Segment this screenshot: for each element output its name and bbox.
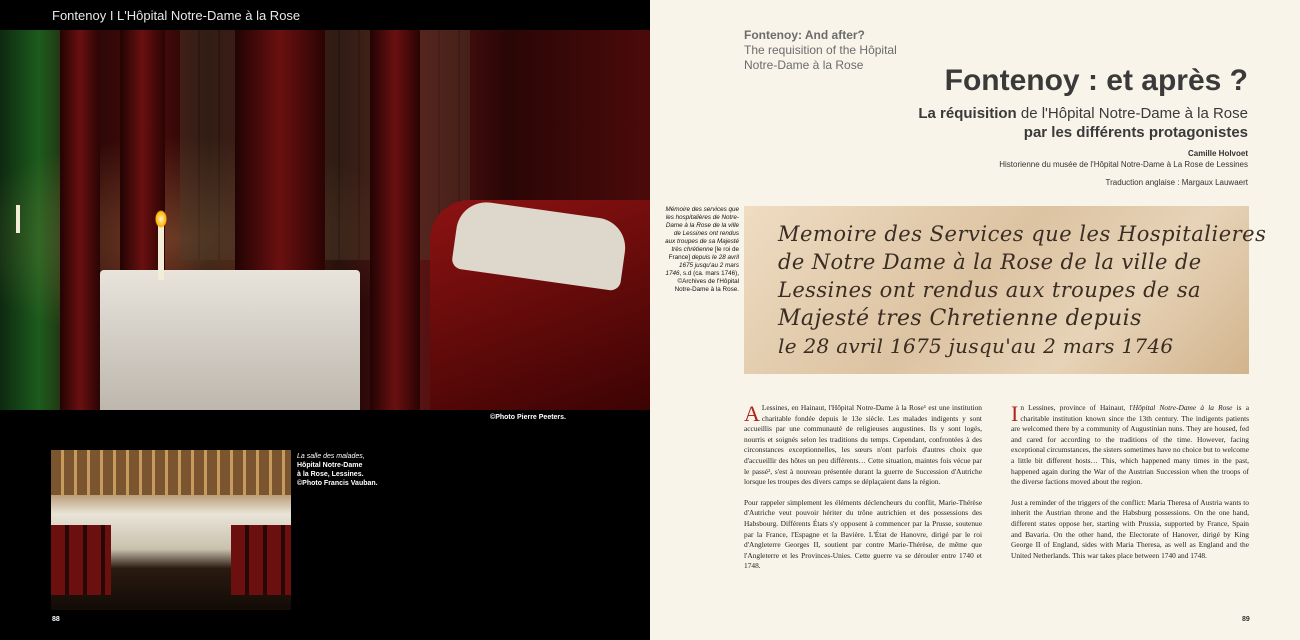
paragraph: Just a reminder of the triggers of the conflict: Maria Theresa of Austria wants to inherit the Austrian throne and the Habsburg possessions. On the one hand, different states oppose her, starting with Prussia, supported by France, Spain and Bavaria. On the other hand, the Electorate of Hanover, dirigé by King George II of England, sides with Maria Theresa, as well as England and the United Netherlands. This war takes place between 1740 and 1748. xyxy=(1011,497,1249,560)
manuscript-image xyxy=(744,206,1267,374)
paragraph-text: is a charitable institution known since the 13th century. The indigents patients are welcomed there by a community of Augustinian nuns. They are housed, fed and cared for according to the traditions of the time. However, facing exceptional circumstances, the sisters sometimes have no choice but to welcome a little bit different hosts… This, which happened many times in the past, happened again during the War of the Austrian Succession when the troops of the diverse factions moved about the region. xyxy=(1011,403,1249,487)
subtitle-bold: par les différents protagonistes xyxy=(1023,124,1248,141)
photo-hospital-bed xyxy=(0,30,650,410)
author-name: Camille Holvoet xyxy=(1187,149,1248,158)
small-photo-caption xyxy=(297,452,387,488)
photo-beds-right xyxy=(231,525,291,595)
manuscript-line: Lessines ont rendus aux troupes de sa xyxy=(778,278,1201,302)
photo-candle-small xyxy=(16,205,20,233)
caption-part: [le roi de France] xyxy=(668,246,739,261)
photo-curtain xyxy=(370,30,420,410)
photo-candle xyxy=(158,225,164,280)
manuscript-line: Majesté tres Chretienne depuis xyxy=(778,306,1142,331)
subtitle-bold: La réquisition xyxy=(918,105,1017,122)
french-text-column xyxy=(744,403,982,582)
running-head: Fontenoy I L'Hôpital Notre-Dame à la Rose xyxy=(52,8,301,23)
photo-sick-ward xyxy=(51,450,291,610)
caption-part: Mémoire des services que les hospitalières de Notre-Dame à la Rose de la ville de Lessines ont rendus aux troupes de sa Majesté très chrétienne xyxy=(665,206,739,253)
caption-line: La salle des malades, xyxy=(297,453,365,460)
photo-ceiling xyxy=(51,450,291,495)
caption-line: ©Photo Francis Vauban. xyxy=(297,480,378,487)
photo-beds-left xyxy=(51,525,111,595)
article-subtitle xyxy=(918,104,1248,142)
drop-cap: I xyxy=(1011,401,1019,426)
subtitle-text: de l'Hôpital Notre-Dame à la Rose xyxy=(1016,105,1248,122)
article-title: Fontenoy : et après ? xyxy=(944,64,1248,97)
caption-part: , s.d (ca. mars 1746), ©Archives de l'Hôpital Notre-Dame à la Rose. xyxy=(674,270,739,293)
photo-credit: ©Photo Pierre Peeters. xyxy=(490,414,566,421)
caption-part: depuis le 28 avril 1675 jusqu'au 2 mars 1746 xyxy=(665,254,739,277)
paragraph xyxy=(744,403,982,488)
author-block xyxy=(999,148,1248,170)
author-role: Historienne du musée de l'Hôpital Notre-Dame à La Rose de Lessines xyxy=(999,160,1248,169)
english-subtitle xyxy=(744,28,897,73)
drop-cap: A xyxy=(744,401,760,426)
paragraph: Pour rappeler simplement les éléments déclencheurs du conflit, Marie-Thérèse d'Autriche veut pouvoir hériter du trône autrichien et des possessions des Habsbourg. Différents États s'y opposent à commencer par la Prusse, soutenue par la France, l'Espagne et la Bavière. L'État de Hanovre, dirigé par le roi d'Angleterre Georges II, soutient par contre Marie-Thérèse, de même que l'Angleterre et les Provinces-Unies. Cette guerre va se dérouler entre 1740 et 1748. xyxy=(744,497,982,571)
english-subtitle-line: Fontenoy: And after? xyxy=(744,28,865,42)
photo-table xyxy=(100,270,360,410)
manuscript-line: le 28 avril 1675 jusqu'au 2 mars 1746 xyxy=(778,334,1174,358)
paragraph-text: Lessines, en Hainaut, l'Hôpital Notre-Dame à la Rose¹ est une institution charitable fondée depuis le 13e siècle. Les malades indigents y sont accueillis par une communauté de religieuses augustines. Ils y sont logés, nourris et soignés selon les traditions du temps. Cependant, confrontées à des circonstances exceptionnelles, les sœurs n'ont parfois d'autres choix que d'accueillir des hôtes un peu différents… Cette situation, maintes fois vécue par le passé², s'est à nouveau présentée durant la guerre de Succession d'Autriche lorsque les troupes des divers camps se déplaçaient dans la région. xyxy=(744,403,982,487)
caption-line: Hôpital Notre-Dame xyxy=(297,462,363,469)
translator-credit: Traduction anglaise : Margaux Lauwaert xyxy=(1105,178,1248,187)
photo-wall xyxy=(180,30,470,260)
english-text-column xyxy=(1011,403,1249,571)
manuscript-line: Memoire des Services que les Hospitalieres xyxy=(778,222,1267,246)
page-number: 88 xyxy=(52,616,60,623)
photo-flame xyxy=(155,210,167,228)
paragraph-text: n Lessines, province of Hainaut, l' xyxy=(1020,403,1133,412)
paragraph-italic: Hôpital Notre-Dame à la Rose xyxy=(1132,403,1233,412)
paragraph xyxy=(1011,403,1249,488)
manuscript-caption xyxy=(664,206,739,294)
photo-curtain xyxy=(60,30,100,410)
manuscript-line: de Notre Dame à la Rose de la ville de xyxy=(778,250,1202,274)
english-subtitle-line: Notre-Dame à la Rose xyxy=(744,58,864,72)
page-number: 89 xyxy=(1242,616,1250,623)
english-subtitle-line: The requisition of the Hôpital xyxy=(744,43,897,57)
caption-line: à la Rose, Lessines. xyxy=(297,471,364,478)
